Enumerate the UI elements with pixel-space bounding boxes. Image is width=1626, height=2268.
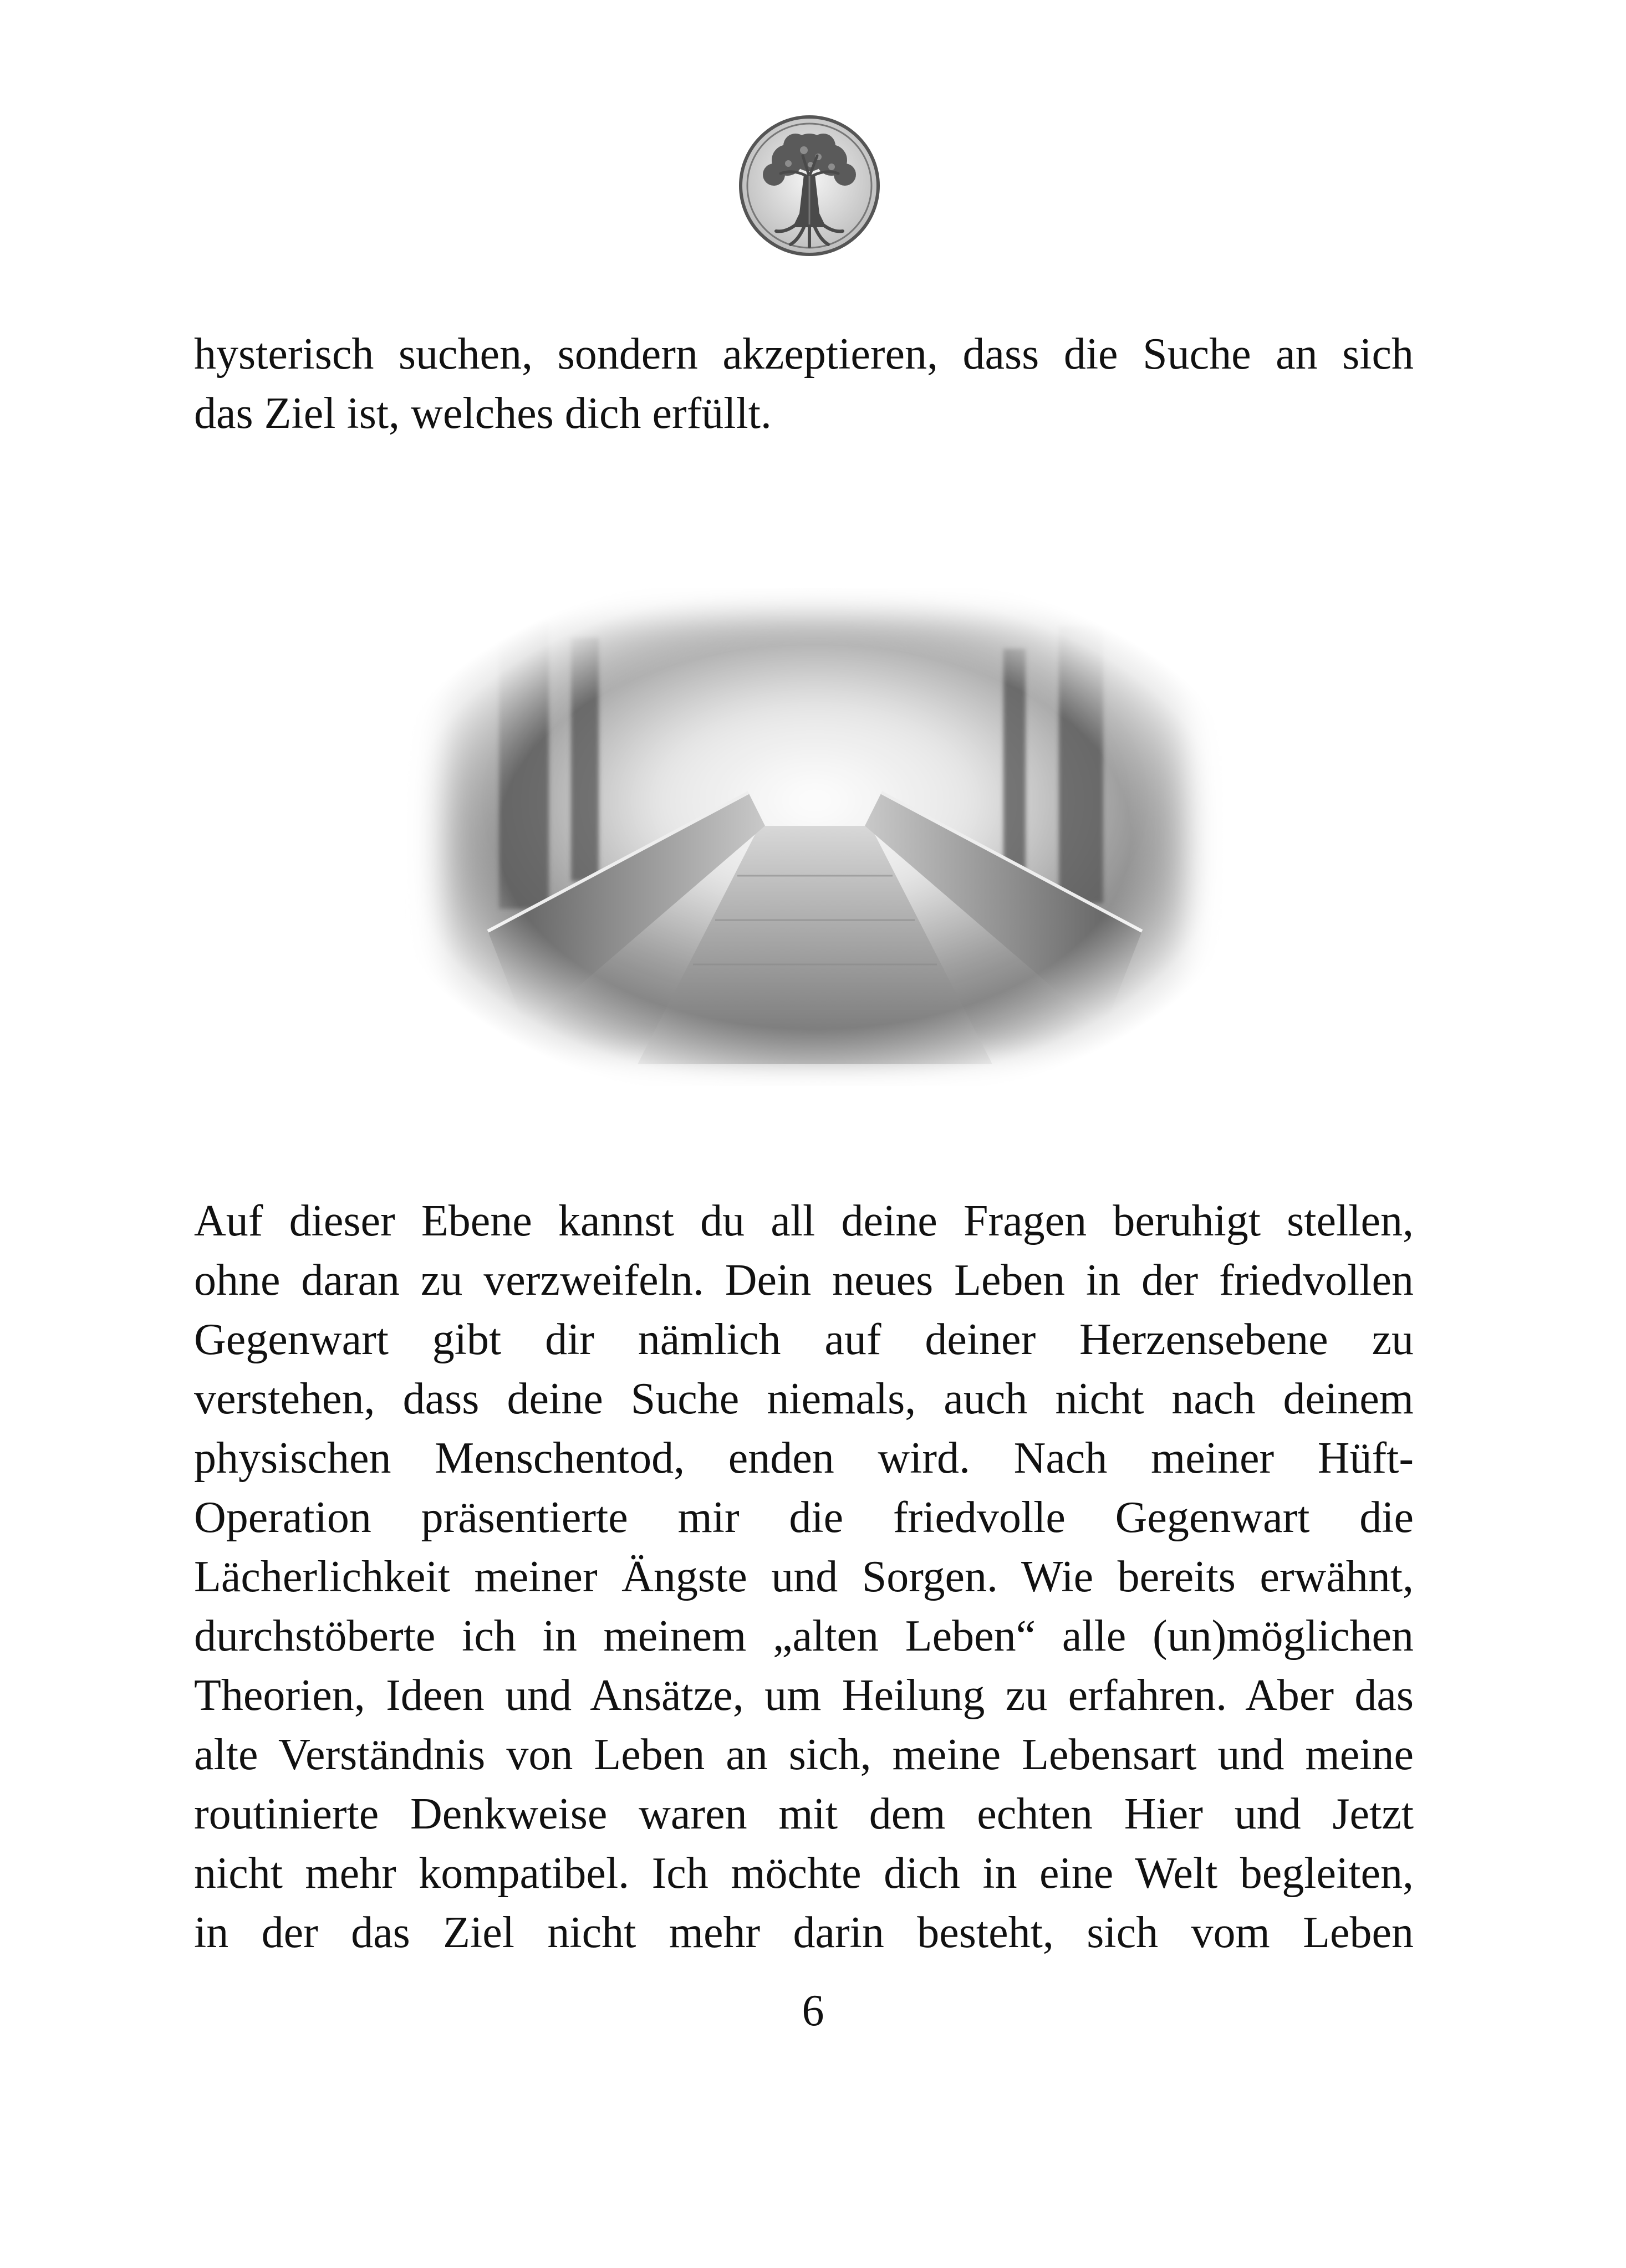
paragraph-1 xyxy=(194,325,1414,443)
text-line: Gegenwart gibt dir nämlich auf deiner Herzensebene zu xyxy=(194,1315,1414,1364)
text-line: routinierte Denkweise waren mit dem echten Hier und Jetzt xyxy=(194,1790,1414,1838)
text-line: Theorien, Ideen und Ansätze, um Heilung zu erfahren. Aber das xyxy=(194,1671,1414,1720)
tree-of-life-icon xyxy=(737,114,881,258)
text-line: nicht mehr kompatibel. Ich möchte dich in eine Welt begleiten, xyxy=(194,1849,1414,1898)
text-line: verstehen, dass deine Suche niemals, auch nicht nach deinem xyxy=(194,1375,1414,1423)
text-line: ohne daran zu verzweifeln. Dein neues Leben in der friedvollen xyxy=(194,1256,1414,1305)
text-line: Lächerlichkeit meiner Ängste und Sorgen. Wie bereits erwähnt, xyxy=(194,1552,1414,1601)
text-line: in der das Ziel nicht mehr darin besteht, sich vom Leben xyxy=(194,1908,1414,1957)
text-line: physischen Menschentod, enden wird. Nach meiner Hüft- xyxy=(194,1434,1414,1483)
text-line: alte Verständnis von Leben an sich, meine Lebensart und meine xyxy=(194,1730,1414,1779)
misty-bridge-illustration xyxy=(405,588,1225,1086)
text-line: Auf dieser Ebene kannst du all deine Fragen beruhigt stellen, xyxy=(194,1197,1414,1245)
text-line: hysterisch suchen, sondern akzeptieren, dass die Suche an sich xyxy=(194,330,1414,379)
text-line: durchstöberte ich in meinem „alten Leben“ alle (un)möglichen xyxy=(194,1612,1414,1661)
paragraph-2 xyxy=(194,1192,1414,1963)
text-line: Operation präsentierte mir die friedvolle Gegenwart die xyxy=(194,1493,1414,1542)
text-line: das Ziel ist, welches dich erfüllt. xyxy=(194,389,772,438)
page-number: 6 xyxy=(802,1986,824,2035)
